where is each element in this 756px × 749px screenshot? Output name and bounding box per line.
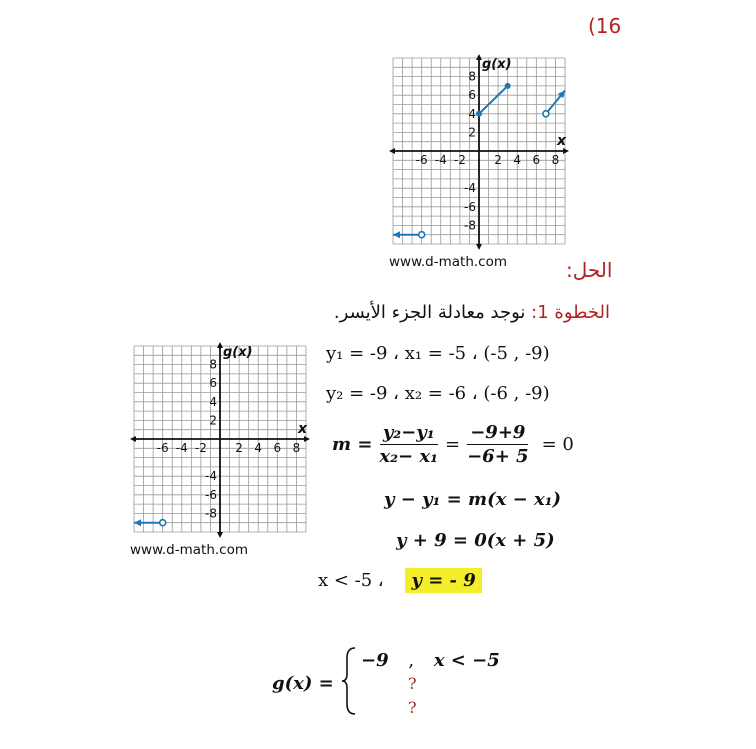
top-graph-y-axis-arrow-down — [476, 244, 482, 250]
top-graph-x-axis-label: x — [557, 133, 567, 149]
slope-label: m = — [332, 434, 373, 455]
eq-line1-text: y₁ = -9 ، x₁ = -5 ، (-5 , -9) — [326, 343, 550, 364]
point-slope-text: y − y₁ = m(x − x₁) — [384, 489, 562, 510]
eq-line2-text: y₂ = -9 ، x₂ = -6 ، (-6 , -9) — [326, 383, 550, 404]
piecewise-brace — [341, 646, 357, 716]
piecewise-lhs — [272, 673, 334, 694]
bottom-graph — [126, 340, 316, 558]
bottom-graph-y-tick-label: -8 — [205, 506, 217, 521]
bottom-graph-watermark: www.d-math.com — [130, 542, 249, 558]
bottom-graph-y-tick-label: 8 — [209, 357, 217, 372]
top-graph-segment-2-arrowhead — [393, 231, 400, 238]
piecewise-row1 — [361, 650, 500, 671]
piecewise-row2: ? — [408, 674, 417, 693]
solution-label: الحل: — [566, 258, 613, 282]
result-line — [318, 570, 482, 591]
frac1-denominator: x₂− x₁ — [379, 446, 438, 467]
substituted-eq — [396, 530, 555, 551]
top-graph-x-tick-label: 4 — [513, 153, 522, 167]
top-graph-x-tick-label: 8 — [551, 153, 560, 167]
top-graph-y-tick-label: 2 — [468, 125, 476, 140]
top-graph-segment-0-start-closed-dot — [476, 111, 482, 117]
bottom-graph-x-tick-label: 6 — [273, 441, 282, 455]
top-graph-segment-0-end-closed-dot — [505, 83, 511, 89]
top-graph-y-tick-label: 4 — [468, 106, 476, 121]
top-graph-y-tick-label: -4 — [464, 181, 476, 196]
bottom-graph-y-tick-label: -6 — [205, 487, 217, 502]
top-graph-segment-1-start-open-dot — [543, 111, 549, 117]
top-graph-y-axis-label: g(x) — [482, 57, 512, 72]
bottom-graph-svg — [126, 340, 316, 558]
slope-result: = 0 — [541, 434, 574, 455]
bottom-graph-x-tick-label: -4 — [175, 441, 188, 455]
frac1-numerator: y₂−y₁ — [380, 422, 438, 445]
step1-text: نوجد معادلة الجزء الأيسر. — [333, 302, 532, 323]
top-graph — [385, 52, 575, 270]
bottom-graph-y-tick-label: 2 — [209, 413, 217, 428]
piecewise-row1-sep: , — [408, 650, 415, 671]
result-highlight: y = - 9 — [405, 568, 481, 593]
top-graph-x-tick-label: 6 — [532, 153, 541, 167]
top-graph-segment-0 — [479, 86, 508, 114]
top-graph-y-tick-label: -6 — [464, 199, 476, 214]
step1-line — [334, 302, 610, 323]
slope-formula — [332, 422, 574, 467]
piecewise-row1-value: −9 — [361, 650, 389, 671]
equals-sign: = — [445, 434, 461, 455]
slope-fraction-numeric — [464, 422, 531, 467]
top-graph-watermark: www.d-math.com — [389, 254, 508, 270]
top-graph-x-tick-label: 2 — [494, 153, 502, 167]
top-graph-y-tick-label: -8 — [464, 218, 476, 233]
bottom-graph-segment-0-start-open-dot — [160, 520, 166, 526]
top-graph-x-axis-arrow-left — [389, 148, 395, 154]
top-graph-y-tick-label: 8 — [468, 69, 476, 84]
frac2-denominator: −6+ 5 — [467, 446, 529, 467]
bottom-graph-x-tick-label: 4 — [254, 441, 263, 455]
point-slope-eq — [384, 489, 561, 510]
bottom-graph-x-axis-arrow-left — [130, 436, 136, 442]
piecewise-row1-cond: x < −5 — [433, 650, 500, 671]
piecewise-row3: ? — [408, 698, 417, 717]
bottom-graph-segment-0-arrowhead — [134, 519, 141, 526]
bottom-graph-y-axis-label: g(x) — [223, 345, 253, 360]
piecewise-lhs-text: g(x) = — [272, 673, 334, 694]
top-graph-segment-2-start-open-dot — [419, 232, 425, 238]
frac2-numerator: −9+9 — [467, 422, 528, 445]
bottom-graph-y-axis-arrow-down — [217, 532, 223, 538]
step1-title: الخطوة 1: — [531, 302, 610, 323]
bottom-graph-y-tick-label: -4 — [205, 469, 217, 484]
substituted-text: y + 9 = 0(x + 5) — [396, 530, 555, 551]
domain-text: x < -5 ، — [318, 570, 384, 591]
slope-fraction-symbolic — [376, 422, 441, 467]
problem-number: (16 — [588, 14, 622, 38]
top-graph-svg — [385, 52, 575, 270]
bottom-graph-x-tick-label: -2 — [194, 441, 207, 455]
top-graph-x-tick-label: -2 — [453, 153, 466, 167]
top-graph-x-tick-label: -6 — [415, 153, 428, 167]
top-graph-x-tick-label: -4 — [434, 153, 447, 167]
top-graph-y-tick-label: 6 — [468, 88, 476, 103]
eq-line1 — [326, 343, 550, 364]
bottom-graph-x-axis-label: x — [298, 421, 308, 437]
bottom-graph-y-tick-label: 6 — [209, 376, 217, 391]
bottom-graph-x-tick-label: 2 — [235, 441, 243, 455]
bottom-graph-y-tick-label: 4 — [209, 394, 217, 409]
bottom-graph-x-tick-label: -6 — [156, 441, 169, 455]
bottom-graph-x-tick-label: 8 — [292, 441, 301, 455]
eq-line2 — [326, 383, 550, 404]
